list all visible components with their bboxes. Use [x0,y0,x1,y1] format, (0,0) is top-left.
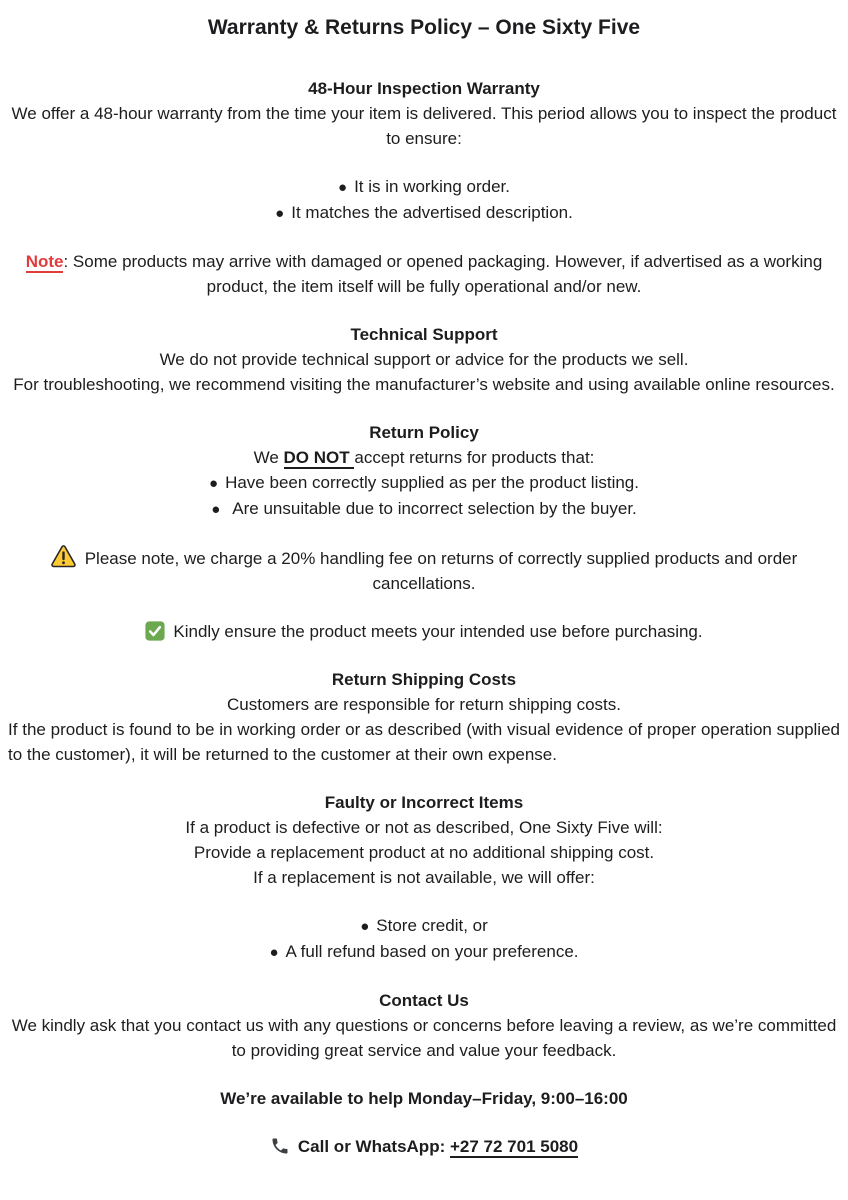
inspection-heading: 48-Hour Inspection Warranty [308,79,540,98]
list-item [8,174,840,200]
list-item [8,913,840,939]
list-item-text: A full refund based on your preference. [285,942,579,961]
bullet-icon: ● [275,205,285,222]
section-technical-support [8,322,840,397]
faulty-bullet-list [8,913,840,965]
availability-line: We’re available to help Monday–Friday, 9:00–16:00 [220,1089,628,1108]
bullet-icon: ● [360,918,370,935]
technical-line-1: We do not provide technical support or advice for the products we sell. [159,350,689,369]
phone-icon [270,1136,290,1156]
inspection-body: We offer a 48-hour warranty from the time your item is delivered. This period allows you to inspect the product to ensure: [11,104,837,148]
handling-fee-text: Please note, we charge a 20% handling fee on returns of correctly supplied products and order cancellations. [84,549,798,593]
return-policy-intro [8,445,840,470]
section-faulty-items [8,790,840,965]
shipping-heading: Return Shipping Costs [331,670,517,689]
inspection-bullet-list [8,174,840,226]
handling-fee-note [8,545,840,596]
note-label: Note [25,252,64,271]
faulty-line-3: If a replacement is not available, we will offer: [253,868,595,887]
technical-heading: Technical Support [350,325,498,344]
warning-icon [51,545,76,568]
list-item-text: It is in working order. [354,177,510,196]
phone-number-link[interactable]: +27 72 701 5080 [449,1137,579,1156]
faulty-line-1: If a product is defective or not as described, One Sixty Five will: [185,818,663,837]
bullet-icon: ● [211,501,221,518]
list-item [8,470,840,496]
section-return-shipping [8,667,840,767]
bullet-icon: ● [269,944,279,961]
contact-heading: Contact Us [379,991,469,1010]
note-text: : Some products may arrive with damaged or opened packaging. However, if advertised as a working product, the item itself will be fully operational and/or new. [63,252,823,296]
return-policy-bullet-list [8,470,840,522]
list-item-text: Are unsuitable due to incorrect selection by the buyer. [232,499,637,518]
phone-label: Call or WhatsApp: [297,1137,450,1156]
intro-suffix: accept returns for products that: [354,448,595,467]
phone-line [8,1134,840,1159]
technical-line-2: For troubleshooting, we recommend visiting the manufacturer’s website and using available online resources. [13,375,835,394]
section-return-policy [8,420,840,644]
bullet-icon: ● [338,179,348,196]
section-inspection-warranty [8,76,840,226]
faulty-line-2: Provide a replacement product at no additional shipping cost. [193,843,655,862]
shipping-line-2: If the product is found to be in working order or as described (with visual evidence of proper operation supplied to the customer), it will be returned to the customer at their own expense. [8,720,840,764]
faulty-heading: Faulty or Incorrect Items [324,793,524,812]
packaging-note [8,249,840,299]
suitability-note [8,619,840,644]
shipping-line-1: Customers are responsible for return shipping costs. [226,695,621,714]
intro-prefix: We [253,448,284,467]
list-item [8,496,840,522]
intro-emphasis: DO NOT [283,448,355,467]
list-item [8,939,840,965]
list-item-text: Store credit, or [376,916,488,935]
section-contact-us [8,988,840,1159]
list-item-text: It matches the advertised description. [291,203,573,222]
suitability-text: Kindly ensure the product meets your intended use before purchasing. [173,622,703,641]
contact-body: We kindly ask that you contact us with any questions or concerns before leaving a review, as we’re committed to providing great service and value your feedback. [11,1016,837,1060]
bullet-icon: ● [209,475,219,492]
check-mark-icon [145,621,165,641]
list-item-text: Have been correctly supplied as per the product listing. [225,473,639,492]
list-item [8,200,840,226]
page-title: Warranty & Returns Policy – One Sixty Five [207,16,641,39]
return-policy-heading: Return Policy [369,423,479,442]
